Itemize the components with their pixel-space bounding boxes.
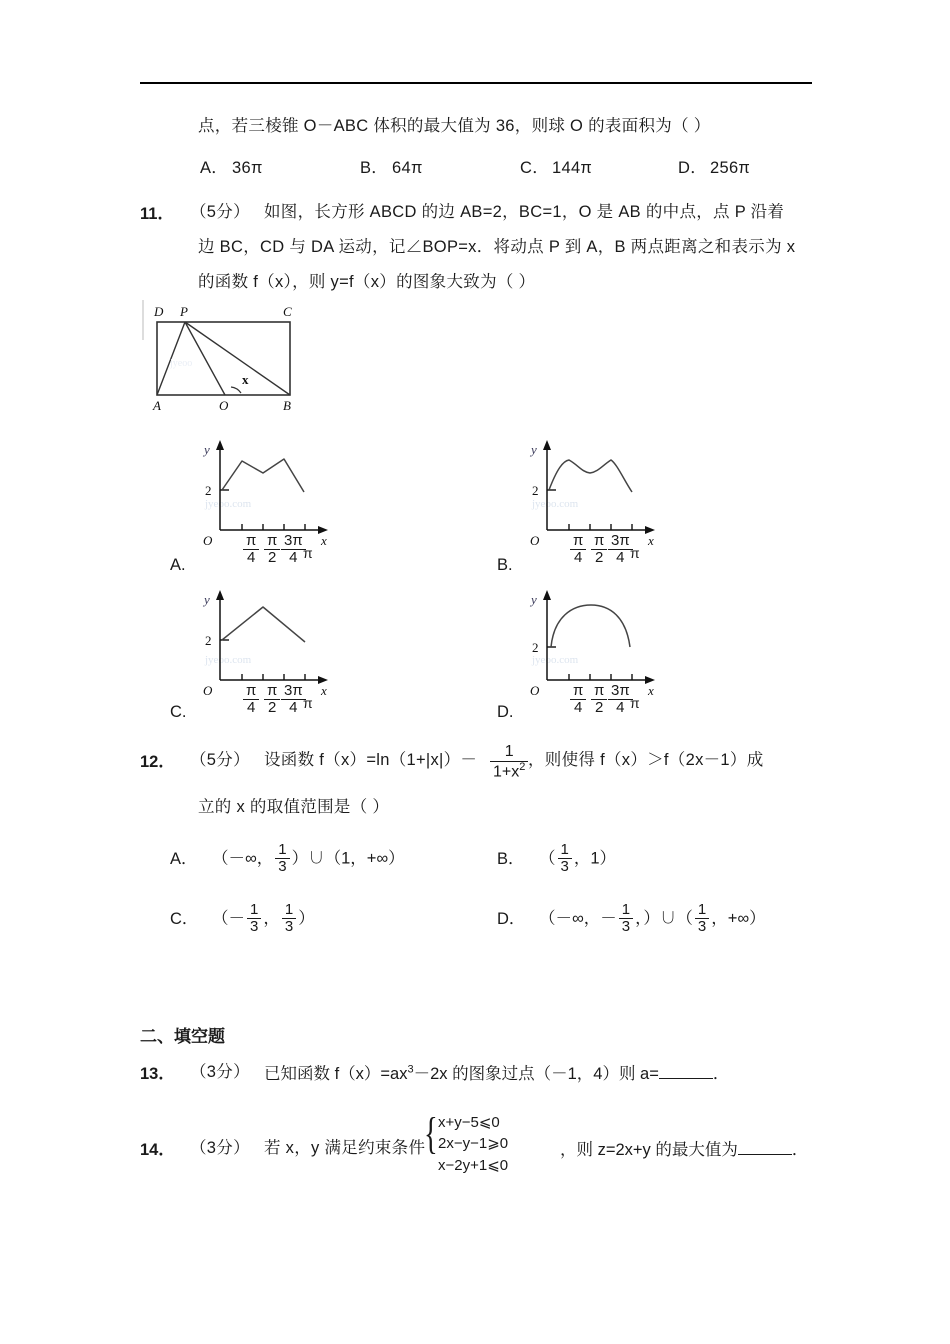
q11-option-d-xtick-3: $\frac{3\pi}{4}$ bbox=[606, 684, 635, 717]
svg-text:O: O bbox=[530, 533, 540, 545]
q12-option-b-label[interactable]: B． bbox=[497, 850, 525, 868]
q13-stem-pre: 已知函数 f（x）=ax bbox=[264, 1065, 408, 1083]
svg-text:jyeoo: jyeoo bbox=[170, 358, 193, 369]
q11-option-c-graph[interactable] bbox=[185, 585, 360, 695]
q12-option-a-label[interactable]: A． bbox=[170, 850, 198, 868]
q13-stem-post: －2x 的图象过点（－1，4）则 a= bbox=[413, 1065, 659, 1083]
q11-score: （5分） bbox=[190, 203, 250, 221]
q12-fraction-numerator: 1 bbox=[490, 744, 528, 762]
q12-option-d-label[interactable]: D． bbox=[497, 910, 526, 928]
q14-constraint-2: 2x−y−1⩾0 bbox=[438, 1135, 509, 1153]
svg-text:jyeoo.com: jyeoo.com bbox=[532, 654, 579, 666]
svg-text:x: x bbox=[242, 372, 249, 387]
q12-stem-part1: 设函数 f（x）=ln（1+|x|）－ bbox=[264, 751, 478, 769]
q11-option-a-graph[interactable] bbox=[185, 435, 360, 545]
q11-option-c-xtick-1: $\frac{\pi}{4}$ bbox=[241, 684, 261, 717]
svg-text:2: 2 bbox=[532, 483, 539, 498]
q11-option-d-graph[interactable] bbox=[512, 585, 687, 695]
q12-fraction-denominator: $1+x^2$ bbox=[493, 760, 526, 781]
svg-text:D: D bbox=[154, 304, 164, 319]
q11-option-b-label[interactable]: B. bbox=[497, 556, 513, 574]
svg-text:y: y bbox=[531, 592, 537, 607]
q14-stem-post bbox=[560, 1136, 808, 1160]
q11-option-a-xtick-4: π bbox=[303, 545, 313, 561]
q14-constraint-1: x+y−5⩽0 bbox=[438, 1114, 500, 1131]
q10-stem-tail: 点，若三棱锥 O－ABC 体积的最大值为 36，则球 O 的表面积为（ ） bbox=[198, 117, 711, 135]
q10-option-d-text[interactable]: 256π bbox=[710, 159, 751, 177]
q11-option-d-xtick-1: $\frac{\pi}{4}$ bbox=[568, 684, 588, 717]
svg-text:B: B bbox=[283, 398, 291, 413]
q12-score: （5分） bbox=[190, 751, 250, 769]
q12-option-a-pre: （－∞， bbox=[212, 849, 274, 868]
q11-line1: 如图，长方形 ABCD 的边 AB=2，BC=1，O 是 AB 的中点，点 P 沿着 bbox=[264, 203, 785, 221]
svg-text:O: O bbox=[203, 683, 213, 695]
q14-tail: ． bbox=[791, 1141, 809, 1159]
q11-option-a-label[interactable]: A. bbox=[170, 556, 186, 574]
q12-stem-part2: ，则使得 f（x）＞f（2x－1）成 bbox=[528, 751, 764, 769]
svg-text:jyeoo.com: jyeoo.com bbox=[532, 498, 579, 510]
q14-answer-blank[interactable] bbox=[738, 1140, 792, 1155]
q14-constraint-3: x−2y+1⩽0 bbox=[438, 1156, 509, 1174]
svg-text:P: P bbox=[180, 304, 188, 319]
svg-text:y: y bbox=[531, 442, 537, 457]
q13-number: 13． bbox=[140, 1065, 175, 1083]
q14-constraint-system bbox=[438, 1112, 508, 1176]
q11-rectangle-figure bbox=[135, 300, 315, 415]
q12-option-c-mid: ， bbox=[263, 909, 280, 928]
header-rule bbox=[140, 82, 812, 84]
q11-option-c-xtick-3: $\frac{3\pi}{4}$ bbox=[279, 684, 308, 717]
q11-option-b-graph[interactable] bbox=[512, 435, 687, 545]
q11-option-d-xtick-4: π bbox=[630, 695, 640, 711]
q11-option-c-xtick-4: π bbox=[303, 695, 313, 711]
q11-line3: 的函数 f（x），则 y=f（x）的图象大致为（ ） bbox=[198, 273, 536, 291]
q11-option-c-label[interactable]: C. bbox=[170, 703, 187, 721]
q12-option-d-mid: ，）∪（ bbox=[635, 909, 693, 928]
svg-text:y: y bbox=[204, 442, 210, 457]
q12-option-b-post: ，1） bbox=[573, 849, 617, 868]
q14-score: （3分） bbox=[190, 1139, 250, 1157]
q12-option-b-pre: （ bbox=[539, 849, 556, 868]
q11-option-a-xtick-1: $\frac{\pi}{4}$ bbox=[241, 534, 261, 567]
svg-text:O: O bbox=[530, 683, 540, 695]
q12-option-b-value[interactable]: （ $\frac{1}{3}$ ，1） bbox=[539, 841, 617, 875]
section-2-heading: 二、填空题 bbox=[140, 1027, 225, 1046]
q12-option-d-pre: （－∞，－ bbox=[539, 909, 617, 928]
svg-text:x: x bbox=[648, 533, 654, 545]
q10-option-c-text[interactable]: 144π bbox=[552, 159, 593, 177]
svg-text:x: x bbox=[321, 533, 327, 545]
svg-text:2: 2 bbox=[532, 640, 539, 655]
q13-exponent: 3 bbox=[407, 1063, 414, 1076]
q12-option-c-label[interactable]: C． bbox=[170, 910, 199, 928]
svg-text:y: y bbox=[204, 592, 210, 607]
q10-option-a-text[interactable]: 36π bbox=[232, 159, 263, 177]
q11-option-c-xtick-2: $\frac{\pi}{2}$ bbox=[262, 684, 282, 717]
svg-text:C: C bbox=[283, 304, 292, 319]
q11-option-d-xtick-2: $\frac{\pi}{2}$ bbox=[589, 684, 609, 717]
q10-option-d-label[interactable]: D． bbox=[678, 159, 708, 177]
q12-option-c-post: ） bbox=[298, 909, 315, 928]
q12-line2: 立的 x 的取值范围是（ ） bbox=[198, 798, 390, 816]
q12-option-a-post: ）∪（1，+∞） bbox=[291, 849, 405, 868]
svg-text:2: 2 bbox=[205, 483, 212, 498]
q14-post-text: ，则 z=2x+y 的最大值为 bbox=[560, 1141, 738, 1159]
q13-stem bbox=[264, 1060, 729, 1084]
svg-text:2: 2 bbox=[205, 633, 212, 648]
q11-line2: 边 BC，CD 与 DA 运动，记∠BOP=x．将动点 P 到 A，B 两点距离之和表示为 x bbox=[198, 238, 796, 256]
q13-answer-blank[interactable] bbox=[659, 1064, 713, 1079]
svg-text:jyeoo.com: jyeoo.com bbox=[205, 654, 252, 666]
svg-text:O: O bbox=[203, 533, 213, 545]
svg-text:x: x bbox=[648, 683, 654, 695]
q11-option-a-xtick-3: $\frac{3\pi}{4}$ bbox=[279, 534, 308, 567]
q14-stem-pre: 若 x，y 满足约束条件 bbox=[264, 1139, 426, 1157]
q13-tail: ． bbox=[712, 1065, 730, 1083]
q11-option-d-label[interactable]: D. bbox=[497, 703, 514, 721]
q10-option-c-label[interactable]: C． bbox=[520, 159, 550, 177]
q10-option-b-text[interactable]: 64π bbox=[392, 159, 423, 177]
q13-score: （3分） bbox=[190, 1063, 250, 1081]
q11-option-b-xtick-1: $\frac{\pi}{4}$ bbox=[568, 534, 588, 567]
q11-option-b-xtick-3: $\frac{3\pi}{4}$ bbox=[606, 534, 635, 567]
q11-number: 11． bbox=[140, 205, 174, 223]
q12-option-a-value[interactable]: （－∞， $\frac{1}{3}$ ）∪（1，+∞） bbox=[212, 841, 405, 875]
q10-option-b-label[interactable]: B． bbox=[360, 159, 389, 177]
svg-text:jyeoo.com: jyeoo.com bbox=[205, 498, 252, 510]
q11-option-b-xtick-4: π bbox=[630, 545, 640, 561]
q14-number: 14． bbox=[140, 1141, 175, 1159]
q12-option-d-post: ，+∞） bbox=[711, 909, 766, 928]
q11-option-b-xtick-2: $\frac{\pi}{2}$ bbox=[589, 534, 609, 567]
q11-option-a-xtick-2: $\frac{\pi}{2}$ bbox=[262, 534, 282, 567]
system-brace-icon: { bbox=[424, 1109, 438, 1158]
q12-option-d-value[interactable]: （－∞，－ $\frac{1}{3}$ ，）∪（ $\frac{1}{3}$ ，+∞） bbox=[539, 901, 766, 935]
q12-option-c-pre: （－ bbox=[212, 909, 245, 928]
svg-text:x: x bbox=[321, 683, 327, 695]
svg-text:O: O bbox=[219, 398, 229, 413]
q12-option-c-value[interactable]: （－ $\frac{1}{3}$ ， $\frac{1}{3}$ ） bbox=[212, 901, 315, 935]
q10-option-a-label[interactable]: A． bbox=[200, 159, 229, 177]
q12-fraction bbox=[488, 745, 530, 782]
svg-text:A: A bbox=[153, 398, 161, 413]
q12-number: 12． bbox=[140, 753, 175, 771]
